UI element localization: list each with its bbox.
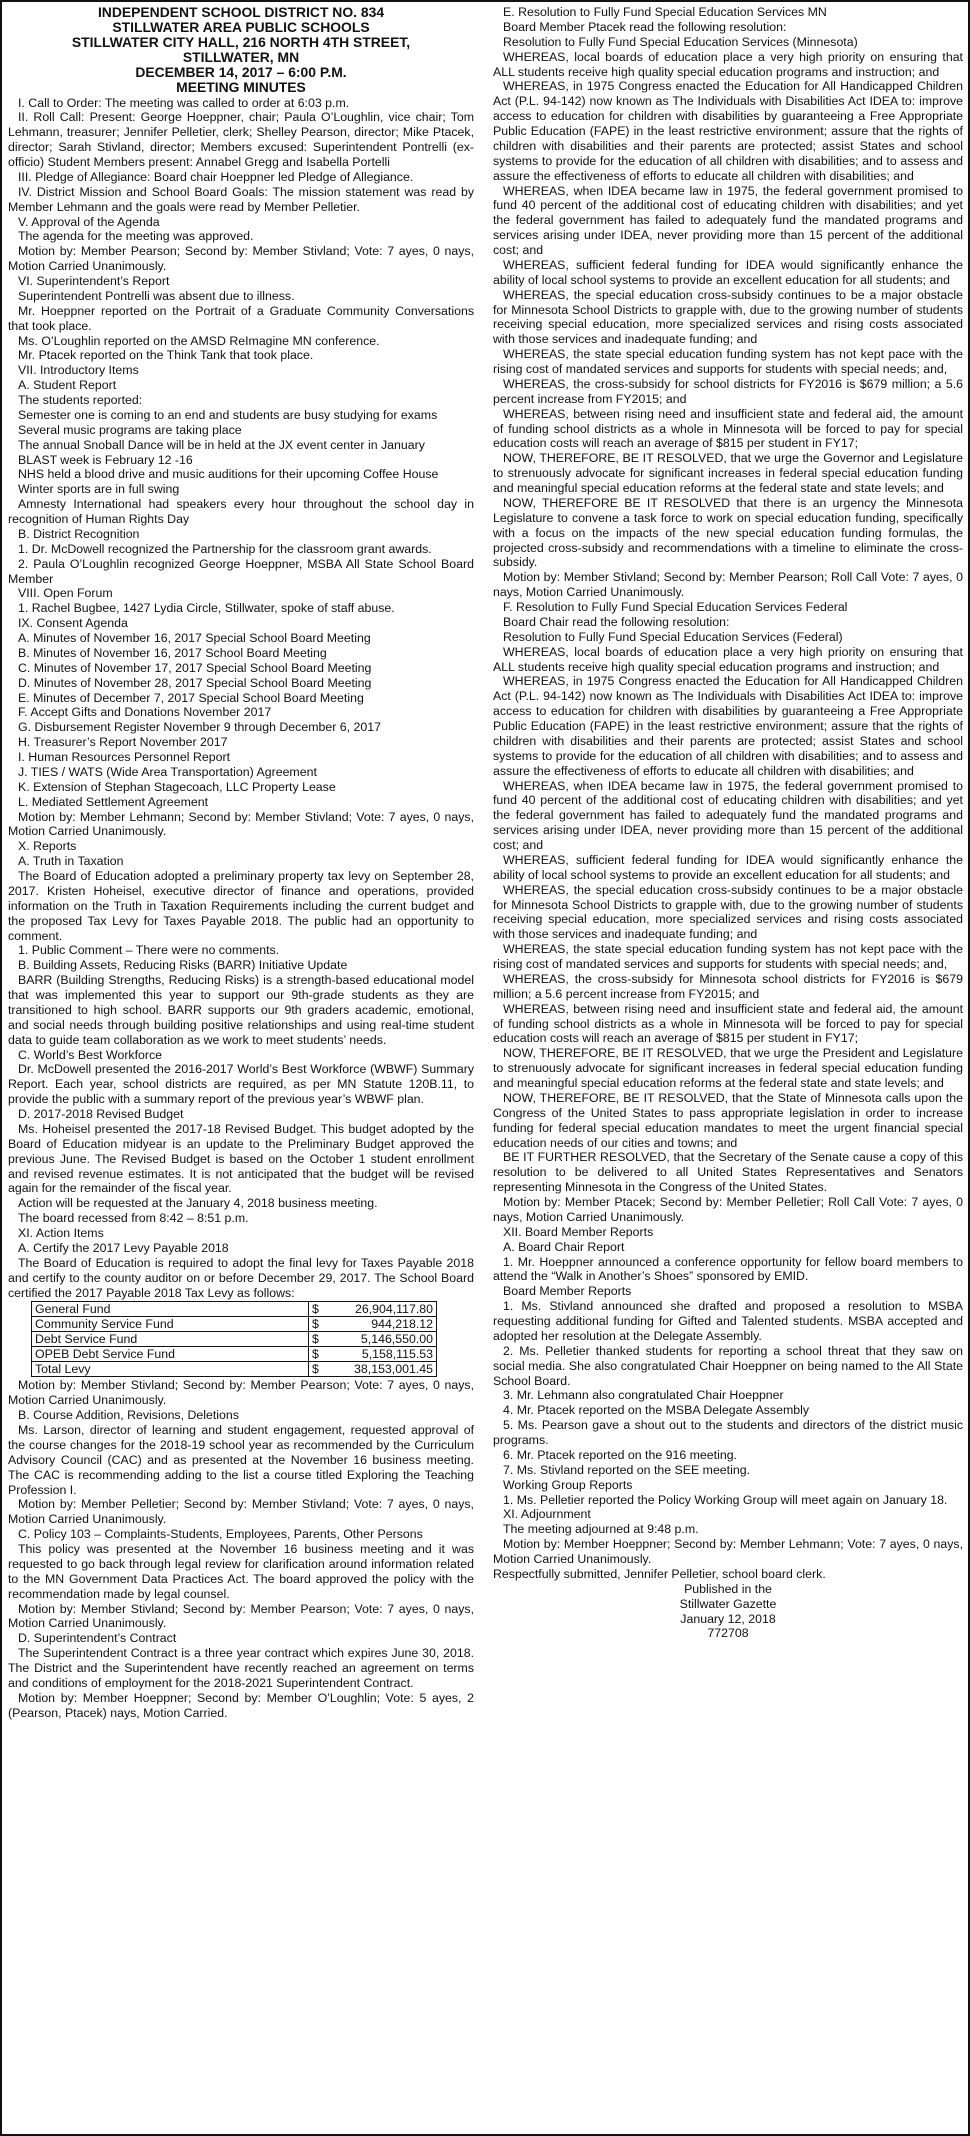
levy-table — [31, 1301, 437, 1377]
minutes-paragraph: B. Course Addition, Revisions, Deletions — [18, 1408, 239, 1423]
amount-value: 5,158,115.53 — [361, 1347, 433, 1362]
minutes-paragraph: Winter sports are in full swing — [18, 482, 180, 497]
header-line: INDEPENDENT SCHOOL DISTRICT NO. 834 — [97, 4, 385, 20]
minutes-paragraph: XI. Adjournment — [503, 1507, 591, 1522]
minutes-paragraph: The Board of Education adopted a preliminary property tax levy on September 28, 2017. Kristen Hoheisel, executive director of finance and operations, provided information on the Truth in Taxation Requirements including the current budget and the proposed Tax Levy for Taxes Payable 2018. The public had an opportunity to comment. — [8, 869, 474, 943]
minutes-paragraph: VI. Superintendent’s Report — [18, 274, 170, 289]
minutes-paragraph: G. Disbursement Register November 9 through December 6, 2017 — [18, 720, 381, 735]
minutes-paragraph: IV. District Mission and School Board Goals: The mission statement was read by Member Lehmann and the goals were read by Member Pelletier. — [8, 184, 474, 214]
minutes-paragraph: Motion by: Member Pelletier; Second by: Member Stivland; Vote: 7 ayes, 0 nays, Motion Carried Unanimously. — [8, 1497, 474, 1527]
levy-amount-cell — [309, 1362, 437, 1377]
minutes-paragraph: WHEREAS, in 1975 Congress enacted the Education for All Handicapped Children Act (P.L. 94-142) now known as The Individuals with Disabilities Act IDEA to: improve access to education for children with disabilities by guaranteeing a Free Appropriate Public Education (FAPE) in the least restrictive environment; assure that the rights of children with disabilities and their parents are protected; assist States and school systems to provide for the education of all children with disabilities; and to assess and assure the effectiveness of efforts to educate all children with disabilities; and — [493, 674, 963, 778]
minutes-paragraph: Ms. Larson, director of learning and student engagement, requested approval of the course changes for the 2018-19 school year as recommended by the Curriculum Advisory Council (CAC) and as presented at the November 16 business meeting. The CAC is recommending adding to the list a course titled Exploring the Teaching Profession I. — [8, 1423, 474, 1497]
minutes-paragraph: Ms. O’Loughlin reported on the AMSD ReImagine MN conference. — [18, 333, 380, 348]
minutes-paragraph: The meeting adjourned at 9:48 p.m. — [503, 1522, 699, 1537]
minutes-paragraph: IX. Consent Agenda — [18, 616, 128, 631]
minutes-paragraph: WHEREAS, the cross-subsidy for school districts for FY2016 is $679 million; a 5.6 percent increase from FY2015; and — [493, 376, 963, 406]
amount-value: 38,153,001.45 — [354, 1362, 433, 1377]
minutes-paragraph: Board Member Reports — [503, 1284, 632, 1299]
minutes-paragraph: Dr. McDowell presented the 2016-2017 World’s Best Workforce (WBWF) Summary Report. Each year, school districts are required, as per MN Statute 120B.11, to provide the public with a summary report of the previous year’s WBWF plan. — [8, 1062, 474, 1107]
minutes-paragraph: 7. Ms. Stivland reported on the SEE meeting. — [503, 1462, 751, 1477]
currency-sign: $ — [312, 1332, 319, 1347]
minutes-paragraph: 5. Ms. Pearson gave a shout out to the students and directors of the district music programs. — [493, 1418, 963, 1447]
minutes-paragraph: F. Resolution to Fully Fund Special Education Services Federal — [503, 600, 848, 614]
levy-amount — [312, 1332, 433, 1346]
levy-row — [32, 1332, 437, 1347]
minutes-paragraph: 1. Public Comment – There were no comments. — [18, 943, 280, 958]
currency-sign: $ — [312, 1362, 319, 1377]
minutes-paragraph: C. World’s Best Workforce — [18, 1047, 163, 1062]
levy-row — [32, 1362, 437, 1377]
minutes-paragraph: Motion by: Member Lehmann; Second by: Member Stivland; Vote: 7 ayes, 0 nays, Motion Carried Unanimously. — [8, 809, 474, 839]
header-line: MEETING MINUTES — [176, 79, 306, 96]
amount-value: 26,904,117.80 — [354, 1302, 433, 1317]
levy-row — [32, 1347, 437, 1362]
levy-fund-name: General Fund — [32, 1302, 309, 1317]
minutes-paragraph: The students reported: — [18, 393, 143, 408]
levy-fund-name: Total Levy — [32, 1362, 309, 1377]
currency-sign: $ — [312, 1302, 319, 1317]
minutes-paragraph: B. Minutes of November 16, 2017 School Board Meeting — [18, 645, 327, 660]
minutes-paragraph: C. Policy 103 – Complaints-Students, Employees, Parents, Other Persons — [18, 1527, 423, 1542]
minutes-paragraph: Working Group Reports — [503, 1477, 633, 1492]
minutes-paragraph: Motion by: Member Hoeppner; Second by: Member O’Loughlin; Vote: 5 ayes, 2 (Pearson, Ptacek) nays, Motion Carried. — [8, 1690, 474, 1720]
minutes-paragraph: The agenda for the meeting was approved. — [18, 229, 254, 244]
minutes-paragraph: WHEREAS, local boards of education place a very high priority on ensuring that ALL students receive high quality special education programs and instruction; and — [493, 644, 963, 674]
minutes-paragraph: Action will be requested at the January 4, 2018 business meeting. — [18, 1196, 378, 1211]
levy-amount-cell — [309, 1347, 437, 1362]
minutes-paragraph: WHEREAS, when IDEA became law in 1975, the federal government promised to fund 40 percent of the additional cost of educating children with disabilities; and yet the federal government has failed to adequately fund the mandated programs and services arising under IDEA, never providing more than 15 percent of the additional cost; and — [493, 183, 963, 257]
minutes-paragraph: BARR (Building Strengths, Reducing Risks) is a strength-based educational model that was implemented this year to support our 9th-grade students as they are transitioned to high school. BARR supports our 9th graders academic, emotional, and social needs through building positive relationships and using real-time student data to guide team collaboration as we work to meet students’ needs. — [8, 973, 474, 1047]
minutes-paragraph: 3. Mr. Lehmann also congratulated Chair Hoeppner — [503, 1388, 784, 1403]
minutes-paragraph: E. Resolution to Fully Fund Special Education Services MN — [503, 5, 827, 19]
minutes-paragraph: The Superintendent Contract is a three year contract which expires June 30, 2018. The District and the Superintendent have recently reached an agreement on terms and conditions of employment for the 2018-2021 Superintendent Contract. — [8, 1646, 474, 1690]
minutes-paragraph: A. Certify the 2017 Levy Payable 2018 — [18, 1240, 229, 1255]
minutes-paragraph: B. District Recognition — [18, 526, 140, 541]
publication-line: Stillwater Gazette — [679, 1596, 777, 1611]
minutes-paragraph: A. Minutes of November 16, 2017 Special School Board Meeting — [18, 631, 371, 646]
publication-line: January 12, 2018 — [680, 1611, 776, 1626]
minutes-paragraph: Several music programs are taking place — [18, 422, 242, 437]
minutes-paragraph: NHS held a blood drive and music auditions for their upcoming Coffee House — [18, 467, 439, 482]
minutes-paragraph: 1. Mr. Hoeppner announced a conference opportunity for fellow board members to attend the “Walk in Another’s Shoes” sponsored by EMID. — [493, 1254, 963, 1284]
amount-value: 944,218.12 — [371, 1317, 433, 1332]
levy-amount-cell — [309, 1302, 437, 1317]
levy-amount — [312, 1347, 433, 1361]
minutes-paragraph: WHEREAS, the special education cross-subsidy continues to be a major obstacle for Minnesota School Districts to grapple with, due to the growing number of students receiving special education, more specialized services and rising costs associated with those services and inadequate funding; and — [493, 287, 963, 347]
minutes-paragraph: Amnesty International had speakers every hour throughout the school day in recognition of Human Rights Day — [8, 497, 474, 527]
levy-fund-name: OPEB Debt Service Fund — [32, 1347, 309, 1362]
amount-value: 5,146,550.00 — [360, 1332, 433, 1347]
minutes-paragraph: 6. Mr. Ptacek reported on the 916 meeting. — [503, 1447, 737, 1462]
header-line: DECEMBER 14, 2017 – 6:00 P.M. — [135, 64, 347, 81]
minutes-paragraph: 2. Paula O’Loughlin recognized George Hoeppner, MSBA All State School Board Member — [8, 556, 474, 586]
minutes-paragraph: K. Extension of Stephan Stagecoach, LLC Property Lease — [18, 779, 336, 794]
minutes-paragraph: WHEREAS, sufficient federal funding for IDEA would significantly enhance the ability of local school systems to provide an excellent education for all students; and — [493, 852, 963, 882]
minutes-paragraph: BLAST week is February 12 -16 — [18, 452, 193, 467]
minutes-paragraph: Motion by: Member Hoeppner; Second by: Member Lehmann; Vote: 7 ayes, 0 nays, Motion Carried Unanimously. — [493, 1537, 963, 1566]
minutes-paragraph: B. Building Assets, Reducing Risks (BARR) Initiative Update — [18, 958, 348, 973]
minutes-paragraph: WHEREAS, the state special education funding system has not kept pace with the rising cost of mandated services and supports for students with special needs; and, — [493, 942, 963, 971]
minutes-paragraph: D. Minutes of November 28, 2017 Special School Board Meeting — [18, 675, 372, 690]
minutes-paragraph: The Board of Education is required to adopt the final levy for Taxes Payable 2018 and certify to the county auditor on or before December 29, 2017. The School Board certified the 2017 Payable 2018 Tax Levy as follows: — [8, 1255, 474, 1300]
minutes-paragraph: 1. Ms. Stivland announced she drafted and proposed a resolution to MSBA requesting additional funding for Gifted and Talented students. MSBA accepted and adopted her resolution at the Delegate Assembly. — [493, 1299, 963, 1343]
minutes-paragraph: E. Minutes of December 7, 2017 Special School Board Meeting — [18, 690, 364, 705]
minutes-paragraph: V. Approval of the Agenda — [18, 214, 160, 229]
minutes-paragraph: VII. Introductory Items — [18, 363, 139, 378]
currency-sign: $ — [312, 1347, 319, 1362]
minutes-paragraph: Mr. Hoeppner reported on the Portrait of a Graduate Community Conversations that took place. — [8, 303, 474, 333]
header-line: STILLWATER AREA PUBLIC SCHOOLS — [112, 19, 370, 36]
minutes-paragraph: Motion by: Member Stivland; Second by: Member Pearson; Vote: 7 ayes, 0 nays, Motion Carried Unanimously. — [8, 1601, 474, 1631]
minutes-paragraph: Superintendent Pontrelli was absent due to illness. — [18, 288, 295, 303]
header-line: STILLWATER, MN — [182, 49, 300, 66]
minutes-paragraph: NOW, THEREFORE, BE IT RESOLVED, that we urge the President and Legislature to strenuously advocate for significant increases in federal special education funding and meaningful special education reforms at the federal state and state levels; and — [493, 1046, 963, 1090]
minutes-paragraph: Resolution to Fully Fund Special Education Services (Federal) — [503, 629, 843, 644]
minutes-paragraph: F. Accept Gifts and Donations November 2017 — [18, 705, 272, 720]
levy-fund-name: Community Service Fund — [32, 1317, 309, 1332]
minutes-paragraph: NOW, THEREFORE, BE IT RESOLVED, that we urge the Governor and Legislature to strenuously advocate for significant increases in federal special education funding and meaningful special education reforms at the federal state and state levels; and — [493, 451, 963, 495]
minutes-paragraph: XI. Action Items — [18, 1226, 104, 1241]
minutes-paragraph: Board Member Ptacek read the following resolution: — [503, 19, 787, 34]
minutes-paragraph: This policy was presented at the November 16 business meeting and it was requested to go back through legal review for clarification around information related to the MN Government Data Practices Act. The board approved the policy with the recommendation made by legal counsel. — [8, 1542, 474, 1601]
minutes-paragraph: D. 2017-2018 Revised Budget — [18, 1107, 184, 1122]
minutes-paragraph: H. Treasurer’s Report November 2017 — [18, 735, 228, 750]
minutes-paragraph: WHEREAS, between rising need and insufficient state and federal aid, the amount of funding school districts as a whole in Minnesota will be forced to pay for special education costs will reach an average of $815 per student in FY17; — [493, 1001, 963, 1046]
minutes-paragraph: XII. Board Member Reports — [503, 1224, 654, 1239]
header-line: STILLWATER CITY HALL, 216 NORTH 4TH STREET, — [71, 34, 411, 51]
minutes-paragraph: Ms. Hoheisel presented the 2017-18 Revised Budget. This budget adopted by the Board of Education midyear is an update to the Preliminary Budget approved the previous June. The Revised Budget is based on the October 1 student enrollment and revised revenue estimates. It is not anticipated that the budget will be revised again for the remainder of the fiscal year. — [8, 1121, 474, 1196]
minutes-paragraph: 1. Dr. McDowell recognized the Partnership for the classroom grant awards. — [18, 541, 432, 556]
levy-amount — [312, 1362, 433, 1376]
levy-amount — [312, 1302, 433, 1316]
publication-line: Published in the — [684, 1581, 772, 1596]
minutes-paragraph: L. Mediated Settlement Agreement — [18, 794, 209, 809]
minutes-paragraph: Motion by: Member Stivland; Second by: Member Pearson; Roll Call Vote: 7 ayes, 0 nays, Motion Carried Unanimously. — [493, 570, 963, 600]
levy-row — [32, 1317, 437, 1332]
minutes-paragraph: NOW, THEREFORE, BE IT RESOLVED, that the State of Minnesota calls upon the Congress of the United States to pass appropriate legislation in order to increase funding for federal special education mandates to meet the urgent financial special education needs of our cities and towns; and — [493, 1090, 963, 1150]
minutes-paragraph: 1. Ms. Pelletier reported the Policy Working Group will meet again on January 18. — [503, 1492, 948, 1507]
minutes-paragraph: Motion by: Member Pearson; Second by: Member Stivland; Vote: 7 ayes, 0 nays, Motion Carried Unanimously. — [8, 244, 474, 274]
minutes-paragraph: 2. Ms. Pelletier thanked students for reporting a school threat that they saw on social media. She also congratulated Chair Hoeppner on being named to the All State School Board. — [493, 1343, 963, 1388]
minutes-paragraph: Resolution to Fully Fund Special Education Services (Minnesota) — [503, 34, 858, 49]
minutes-paragraph: I. Call to Order: The meeting was called to order at 6:03 p.m. — [18, 95, 350, 110]
minutes-paragraph: WHEREAS, the special education cross-subsidy continues to be a major obstacle for Minnesota School Districts to grapple with, due to the growing number of students receiving special education, more specialized services and rising costs associated with those services and inadequate funding; and — [493, 882, 963, 942]
minutes-paragraph: The annual Snoball Dance will be in held at the JX event center in January — [18, 437, 425, 452]
minutes-paragraph: III. Pledge of Allegiance: Board chair Hoeppner led Pledge of Allegiance. — [18, 169, 414, 184]
minutes-paragraph: D. Superintendent’s Contract — [18, 1631, 177, 1646]
minutes-paragraph: WHEREAS, when IDEA became law in 1975, the federal government promised to fund 40 percent of the additional cost of educating children with disabilities; and yet the federal government has failed to adequately fund the mandated programs and services arising under IDEA, never providing more than 15 percent of the additional cost; and — [493, 778, 963, 852]
minutes-paragraph: A. Truth in Taxation — [18, 854, 124, 869]
minutes-paragraph: X. Reports — [18, 839, 77, 854]
minutes-paragraph: NOW, THEREFORE BE IT RESOLVED that there is an urgency the Minnesota Legislature to convene a task force to work on special education funding, specifically with a focus on the impacts of the new special education funding formulas, the projected cross-subsidy and recommendations with a timeline to eliminate the cross-subsidy. — [493, 495, 963, 570]
minutes-paragraph: Motion by: Member Stivland; Second by: Member Pearson; Vote: 7 ayes, 0 nays, Motion Carried Unanimously. — [8, 1378, 474, 1408]
minutes-paragraph: C. Minutes of November 17, 2017 Special School Board Meeting — [18, 660, 372, 675]
levy-fund-name: Debt Service Fund — [32, 1332, 309, 1347]
minutes-paragraph: WHEREAS, sufficient federal funding for IDEA would significantly enhance the ability of local school systems to provide an excellent education for all students; and — [493, 257, 963, 287]
signoff: Respectfully submitted, Jennifer Pelletier, school board clerk. — [493, 1566, 826, 1581]
minutes-paragraph: 4. Mr. Ptacek reported on the MSBA Delegate Assembly — [503, 1403, 810, 1418]
minutes-paragraph: J. TIES / WATS (Wide Area Transportation) Agreement — [18, 764, 317, 779]
minutes-paragraph: Mr. Ptacek reported on the Think Tank that took place. — [18, 348, 314, 363]
minutes-paragraph: A. Board Chair Report — [503, 1239, 625, 1254]
left-column — [8, 5, 474, 1721]
minutes-paragraph: I. Human Resources Personnel Report — [18, 750, 231, 765]
levy-amount-cell — [309, 1317, 437, 1332]
publication-line: 772708 — [707, 1626, 749, 1641]
right-column — [493, 5, 963, 1641]
minutes-paragraph: WHEREAS, the state special education funding system has not kept pace with the rising cost of mandated services and supports for students with special needs; and, — [493, 347, 963, 376]
minutes-paragraph: 1. Rachel Bugbee, 1427 Lydia Circle, Stillwater, spoke of staff abuse. — [18, 601, 395, 616]
minutes-paragraph: BE IT FURTHER RESOLVED, that the Secretary of the Senate cause a copy of this resolution to be delivered to all United States Representatives and Senators representing Minnesota in the Congress of the United States. — [493, 1150, 963, 1195]
minutes-paragraph: Motion by: Member Ptacek; Second by: Member Pelletier; Roll Call Vote: 7 ayes, 0 nays, Motion Carried Unanimously. — [493, 1195, 963, 1224]
minutes-paragraph: A. Student Report — [18, 378, 117, 393]
minutes-paragraph: The board recessed from 8:42 – 8:51 p.m. — [18, 1211, 249, 1226]
levy-amount-cell — [309, 1332, 437, 1347]
minutes-paragraph: WHEREAS, between rising need and insufficient state and federal aid, the amount of funding school districts as a whole in Minnesota will be forced to pay for special education costs will reach an average of $815 per student in FY17; — [493, 406, 963, 451]
minutes-paragraph: WHEREAS, local boards of education place a very high priority on ensuring that ALL students receive high quality special education programs and instruction; and — [493, 49, 963, 79]
levy-amount — [312, 1317, 433, 1331]
levy-row — [32, 1302, 437, 1317]
minutes-paragraph: WHEREAS, the cross-subsidy for Minnesota school districts for FY2016 is $679 million; a 5.6 percent increase from FY2015; and — [493, 971, 963, 1001]
minutes-paragraph: Semester one is coming to an end and students are busy studying for exams — [18, 407, 438, 422]
minutes-paragraph: VIII. Open Forum — [18, 586, 113, 601]
minutes-paragraph: Board Chair read the following resolution: — [503, 614, 730, 629]
minutes-paragraph: II. Roll Call: Present: George Hoeppner, chair; Paula O’Loughlin, vice chair; Tom Lehmann, treasurer; Jennifer Pelletier, clerk; Shelley Pearson, director; Mike Ptacek, director; Sarah Stivland, director; Members excused: Superintendent Pontrelli (ex-officio) Student Members present: Annabel Gregg and Isabella Portelli — [8, 110, 474, 170]
currency-sign: $ — [312, 1317, 319, 1332]
minutes-paragraph: WHEREAS, in 1975 Congress enacted the Education for All Handicapped Children Act (P.L. 94-142) now known as The Individuals with Disabilities Act IDEA to: improve access to education for children with disabilities by guaranteeing a Free Appropriate Public Education (FAPE) in the least restrictive environment; assure that the rights of children with disabilities and their parents are protected; assist States and school systems to provide for the education of all children with disabilities; and to assess and assure the effectiveness of efforts to educate all children with disabilities; and — [493, 79, 963, 183]
